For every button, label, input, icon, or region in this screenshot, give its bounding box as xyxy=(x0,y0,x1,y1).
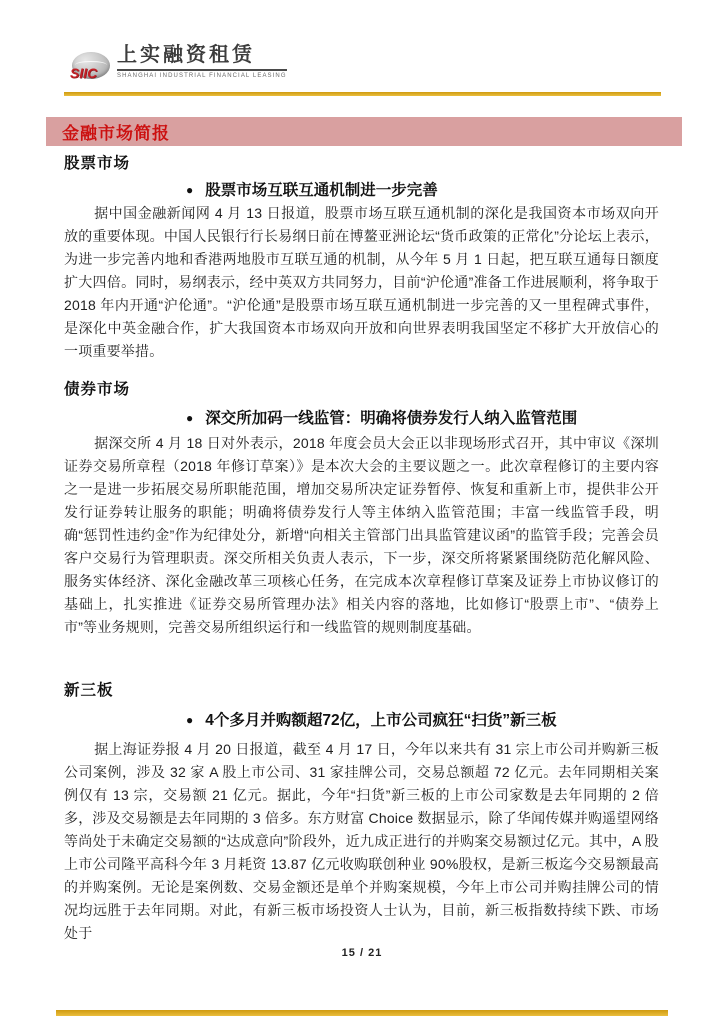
headline-text: 股票市场互联互通机制进一步完善 xyxy=(205,182,438,199)
section-heading-stock-market: 股票市场 xyxy=(64,155,131,172)
banner-title: 金融市场简报 xyxy=(62,124,170,143)
section-banner xyxy=(46,117,682,146)
headline-text: 深交所加码一线监管：明确将债券发行人纳入监管范围 xyxy=(205,410,578,427)
paragraph-stock-market: 据中国金融新闻网 4 月 13 日报道，股票市场互联互通机制的深化是我国资本市场双向开放的重要体现。中国人民银行行长易纲日前在博鳌亚洲论坛“货币政策的正常化”分论坛上表示，为进一步完善内地和香港两地股市互联互通的机制，从今年 5 月 1 日起，把互联互通每日额度扩大四倍。同时，易纲表示，经中英双方共同努力，目前“沪伦通”准备工作进展顺利，将争取于 2018 年内开通“沪伦通”。“沪伦通”是股票市场互联互通机制进一步完善的又一里程碑式事件，是深化中英金融合作，扩大我国资本市场双向开放和向世界表明我国坚定不移扩大开放信心的一项重要举措。 xyxy=(64,205,659,359)
headline-stock-market xyxy=(186,178,660,200)
headline-text: 4个多月并购额超72亿，上市公司疯狂“扫货”新三板 xyxy=(205,712,557,729)
company-name-cn: 上实融资租赁 xyxy=(117,44,287,71)
page-number: 15 / 21 xyxy=(341,947,383,959)
paragraph-bond-market: 据深交所 4 月 18 日对外表示，2018 年度会员大会正以非现场形式召开，其中审议《深圳证券交易所章程（2018 年修订草案）》是本次大会的主要议题之一。此次章程修订的主要内容之一是进一步拓展交易所职能范围，增加交易所决定证券暂停、恢复和重新上市，提供非公开发行证券转让服务的职能；明确将债券发行人等主体纳入监管范围；丰富一线监管手段，明确“惩罚性违约金”作为纪律处分，新增“向相关主管部门出具监管建议函”的监管手段；完善会员客户交易行为管理职责。深交所相关负责人表示，下一步，深交所将紧紧围绕防范化解风险、服务实体经济、深化金融改革三项核心任务，在完成本次章程修订草案及证券上市协议修订的基础上，扎实推进《证券交易所管理办法》相关内容的落地，比如修订“股票上市”、“债券上市”等业务规则，完善交易所组织运行和一线监管的规则制度基础。 xyxy=(64,435,659,635)
company-name-en: SHANGHAI INDUSTRIAL FINANCIAL LEASING xyxy=(117,73,287,79)
bullet-icon: ● xyxy=(186,411,194,425)
logo-text-block xyxy=(117,44,287,79)
siic-wordmark: SIIC xyxy=(70,65,98,81)
headline-bond-market xyxy=(186,406,660,428)
headline-neeq xyxy=(186,708,660,730)
bullet-icon: ● xyxy=(186,183,194,197)
header-divider xyxy=(64,92,661,96)
bullet-icon: ● xyxy=(186,713,194,727)
section-heading-neeq: 新三板 xyxy=(64,682,114,699)
company-logo xyxy=(72,44,287,79)
section-heading-bond-market: 债券市场 xyxy=(64,381,131,398)
footer-divider xyxy=(56,1010,668,1016)
paragraph-neeq: 据上海证券报 4 月 20 日报道，截至 4 月 17 日，今年以来共有 31 宗上市公司并购新三板公司案例，涉及 32 家 A 股上市公司、31 家挂牌公司，交易总额超 72 亿元。去年同期相关案例仅有 13 宗，交易额 21 亿元。据此，今年“扫货”新三板的上市公司家数是去年同期的 2 倍多，涉及交易额是去年同期的 3 倍多。东方财富 Choice 数据显示，除了华闻传媒并购遥望网络等尚处于未确定交易额的“达成意向”阶段外，近九成正进行的并购案交易额过亿元。其中，A 股上市公司隆平高科今年 3 月耗资 13.87 亿元收购联创种业 90%股权，是新三板迄今交易额最高的并购案例。无论是案例数、交易金额还是单个并购案规模，今年上市公司并购挂牌公司的情况均远胜于去年同期。对此，有新三板市场投资人士认为，目前，新三板指数持续下跌、市场处于 xyxy=(64,741,659,941)
siic-globe-icon xyxy=(72,52,110,79)
